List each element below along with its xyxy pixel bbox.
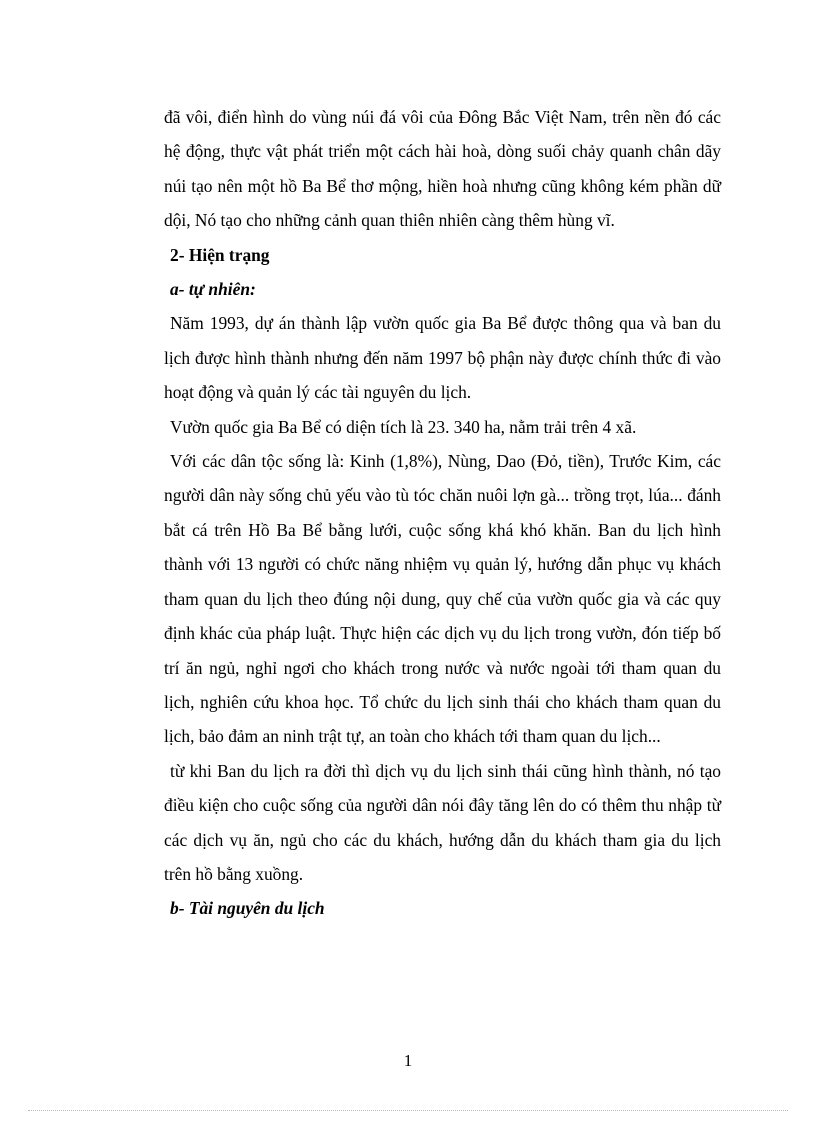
subsection-heading-natural: a- tự nhiên: — [170, 279, 256, 300]
page-content — [164, 100, 721, 926]
section-heading-current-status: 2- Hiện trạng — [170, 244, 270, 265]
paragraph-landscape: đã vôi, điển hình do vùng núi đá vôi của Đông Bắc Việt Nam, trên nền đó các hệ động, thực vật phát triển một cách hài hoà, dòng suối chảy quanh chân dãy núi tạo nên một hồ Ba Bể thơ mộng, hiền hoà nhưng cũng không kém phần dữ dội, Nó tạo cho những cảnh quan thiên nhiên càng thêm hùng vĩ. — [164, 107, 721, 231]
subsection-heading-tourism-resources: b- Tài nguyên du lịch — [170, 898, 325, 919]
paragraph-project-history: Năm 1993, dự án thành lập vườn quốc gia Ba Bể được thông qua và ban du lịch được hình thành nhưng đến năm 1997 bộ phận này được chính thức đi vào hoạt động và quản lý các tài nguyên du lịch. — [164, 313, 721, 403]
paragraph-park-area: Vườn quốc gia Ba Bể có diện tích là 23. 340 ha, nằm trải trên 4 xã. — [170, 416, 637, 437]
page-bottom-divider — [28, 1110, 788, 1111]
page-number: 1 — [403, 1051, 413, 1070]
paragraph-eco-tourism: từ khi Ban du lịch ra đời thì dịch vụ du lịch sinh thái cũng hình thành, nó tạo điều kiện cho cuộc sống của người dân nói đây tăng lên do có thêm thu nhập từ các dịch vụ ăn, ngủ cho các du khách, hướng dẫn du khách tham gia du lịch trên hồ bằng xuồng. — [164, 760, 721, 884]
paragraph-ethnic-groups: Với các dân tộc sống là: Kinh (1,8%), Nùng, Dao (Đỏ, tiền), Trước Kim, các người dân này sống chủ yếu vào tù tóc chăn nuôi lợn gà... trồng trọt, lúa... đánh bắt cá trên Hồ Ba Bể bằng lưới, cuộc sống khá khó khăn. Ban du lịch hình thành với 13 người có chức năng nhiệm vụ quản lý, hướng dẫn phục vụ khách tham quan du lịch theo đúng nội dung, quy chế của vườn quốc gia và các quy định khác của pháp luật. Thực hiện các dịch vụ du lịch trong vườn, đón tiếp bố trí ăn ngủ, nghỉ ngơi cho khách trong nước và nước ngoài tới tham quan du lịch, nghiên cứu khoa học. Tổ chức du lịch sinh thái cho khách tham quan du lịch, bảo đảm an ninh trật tự, an toàn cho khách tới tham quan du lịch... — [164, 451, 721, 747]
